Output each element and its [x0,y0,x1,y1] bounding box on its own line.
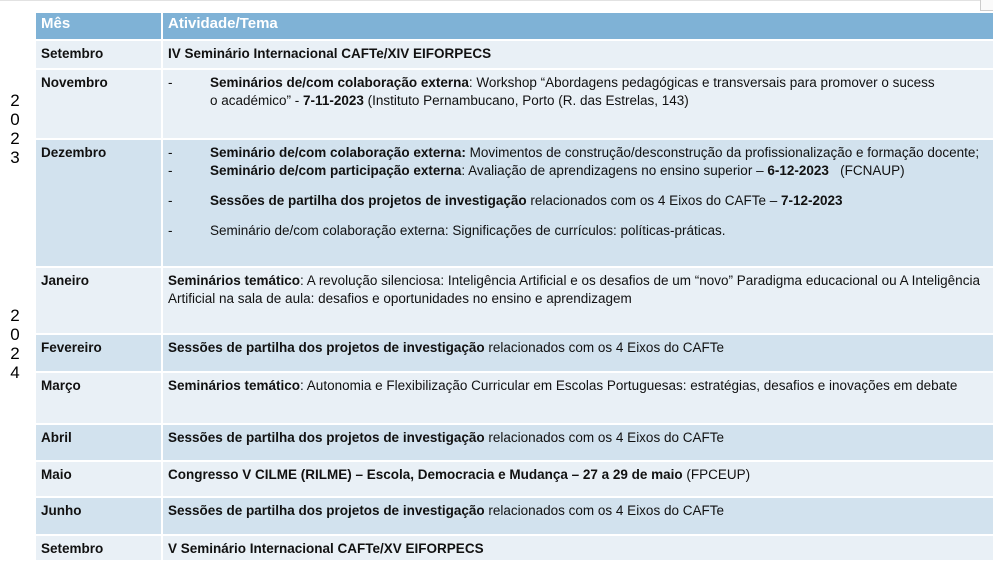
table-row [35,69,993,139]
bullet-dash: - [168,193,173,208]
activity-date: 7-11-2023 [303,93,364,108]
activity-text: relacionados com os 4 Eixos do CAFTe [484,340,724,355]
schedule-table [34,11,993,562]
month-cell: Janeiro [35,267,162,334]
bullet-dash: - [168,145,173,160]
table-row [35,424,993,461]
table-header-row [35,12,993,40]
activity-lead: Seminários temático [168,378,301,393]
activity-lead: Sessões de partilha dos projetos de investigação [168,430,485,445]
table-row [35,535,993,561]
month-cell: Abril [35,424,162,461]
activity-text: (Instituto Pernambucano, Porto (R. das Estrelas, 143) [363,93,689,108]
activity-cell [162,334,993,372]
activity-item [168,222,989,240]
month-cell: Maio [35,461,162,497]
month-cell: Março [35,372,162,424]
top-border [0,0,993,1]
activity-text: (FPCEUP) [682,467,751,482]
activity-lead: Seminário de/com participação externa [210,163,462,178]
activity-text: o académico” - [210,93,304,108]
activity-cell [162,461,993,497]
activity-item [168,74,989,92]
bullet-dash: - [168,75,173,90]
activity-text: relacionados com os 4 Eixos do CAFTe – [526,193,781,208]
activity-text: Seminário de/com colaboração externa: Significações de currículos: políticas-práticas. [210,223,726,238]
header-month: Mês [35,12,162,40]
activity-text: : Avaliação de aprendizagens no ensino superior – [461,163,768,178]
table-row [35,334,993,372]
activity-text: Movimentos de construção/desconstrução da profissionalização e formação docente; [465,145,980,160]
year-label-2023 [6,91,24,167]
year-digit: 0 [10,325,20,344]
activity-text: : Autonomia e Flexibilização Curricular em Escolas Portuguesas: estratégias, desafios e inovações em debate [300,378,958,393]
year-label-2024 [6,306,24,382]
activity-lead: Sessões de partilha dos projetos de investigação [168,340,485,355]
table-row [35,372,993,424]
activity-cell [162,69,993,139]
year-digit: 4 [10,363,20,382]
month-cell: Setembro [35,40,162,69]
activity-item [168,162,989,180]
table-row [35,139,993,267]
year-digit: 2 [10,306,20,325]
activity-lead: Congresso V CILME (RILME) – Escola, Democracia e Mudança – 27 a 29 de maio [168,467,683,482]
month-cell: Novembro [35,69,162,139]
month-cell: Setembro [35,535,162,561]
window-corner [980,0,993,11]
bullet-dash: - [168,163,173,178]
table-row [35,40,993,69]
activity-text: relacionados com os 4 Eixos do CAFTe [484,503,724,518]
activity-item [168,192,989,210]
activity-item-continuation [168,92,989,110]
table-row [35,267,993,334]
activity-date: 6-12-2023 [767,163,829,178]
table-row [35,497,993,535]
activity-cell [162,497,993,535]
activity-lead: Sessões de partilha dos projetos de investigação [168,503,485,518]
activity-cell [162,372,993,424]
year-digit: 2 [10,129,20,148]
year-digit: 0 [10,110,20,129]
activity-text: : Workshop “Abordagens pedagógicas e transversais para promover o sucess [468,75,935,90]
year-digit: 2 [10,344,20,363]
activity-cell [162,424,993,461]
activity-text: V Seminário Internacional CAFTe/XV EIFORPECS [168,541,484,556]
table-row [35,461,993,497]
activity-venue: (FCNAUP) [828,163,905,178]
activity-lead: Seminários temático [168,273,301,288]
activity-cell [162,40,993,69]
activity-text: : A revolução silenciosa: Inteligência Artificial e os desafios de um “novo” Paradigma educacional ou A Inteligência Artificial na sala de aula: desafios e oportunidades no ensino e aprendizagem [168,273,980,306]
activity-cell [162,139,993,267]
activity-text: IV Seminário Internacional CAFTe/XIV EIFORPECS [168,46,492,61]
activity-lead: Seminário de/com colaboração externa: [210,145,466,160]
bullet-dash: - [168,223,173,238]
activity-date: 7-12-2023 [780,193,843,208]
activity-text: relacionados com os 4 Eixos do CAFTe [484,430,724,445]
header-activity: Atividade/Tema [162,12,993,40]
month-cell: Dezembro [35,139,162,267]
month-cell: Junho [35,497,162,535]
year-digit: 2 [10,91,20,110]
activity-lead: Seminários de/com colaboração externa [210,75,469,90]
schedule-table-wrapper [34,11,993,562]
year-digit: 3 [10,148,20,167]
month-cell: Fevereiro [35,334,162,372]
activity-cell [162,267,993,334]
activity-item [168,144,989,162]
activity-cell [162,535,993,561]
activity-lead: Sessões de partilha dos projetos de investigação [210,193,527,208]
